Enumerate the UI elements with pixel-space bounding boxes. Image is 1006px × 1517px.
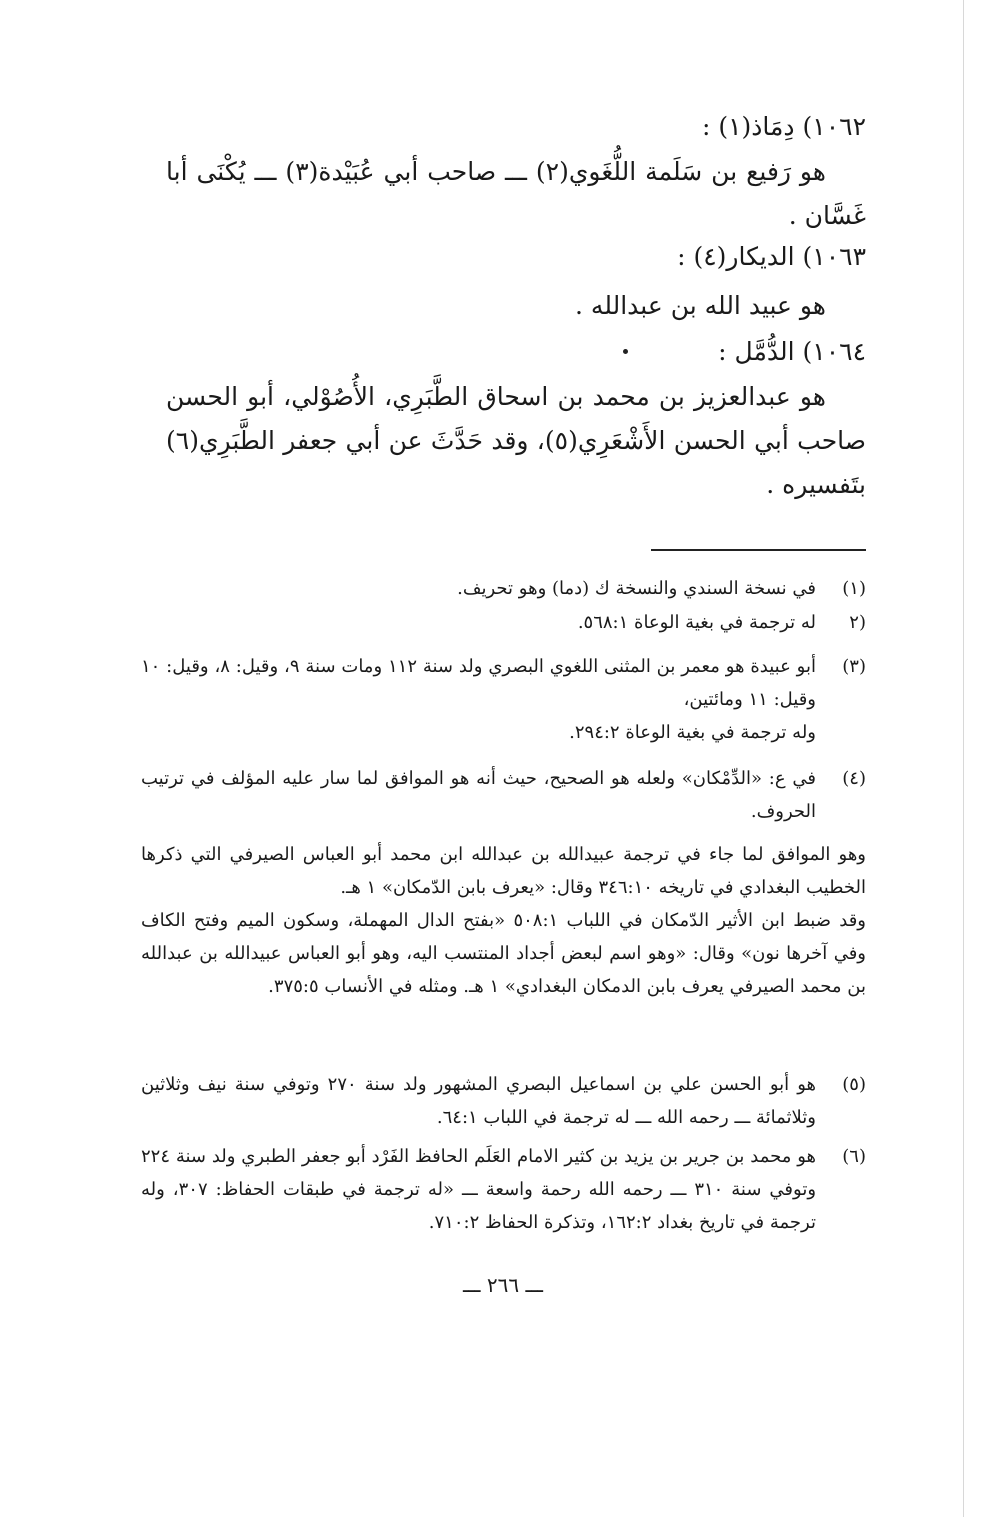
ink-dot	[623, 349, 628, 354]
footnote-number: (٣)	[842, 656, 866, 677]
footnote-number: (٢	[849, 612, 866, 633]
footnote-text: له ترجمة في بغية الوعاة ٥٦٨:١.	[577, 612, 816, 633]
footnote-text: في ع: «الدِّمْكان» ولعله هو الصحيح، حيث أنه هو الموافق لما سار عليه المؤلف في ترتيب الحروف.	[141, 768, 816, 822]
footnote-number: (٥)	[842, 1074, 866, 1095]
footnote-1	[141, 572, 866, 605]
entry-number: ١٠٦٤)	[802, 337, 866, 366]
entry-body-1063: هو عبيد الله بن عبدالله .	[575, 291, 826, 320]
footnote-text: هو محمد بن جرير بن يزيد بن كثير الامام العَلَم الحافظ الفَرْد أبو جعفر الطبري ولد سنة ٢٢٤ وتوفي سنة ٣١٠ ـــ رحمه الله رحمة واسعة ـــ «له ترجمة في طبقات الحفاظ: ٣٠٧، وله ترجمة في تاريخ بغداد ١٦٢:٢، وتذكرة الحفاظ ٧١٠:٢.	[141, 1146, 817, 1233]
footnote-6	[141, 1140, 866, 1239]
page-number: ـــ ٢٦٦ ـــ	[462, 1273, 544, 1297]
footnote-separator	[651, 549, 866, 551]
footnote-text: في نسخة السندي والنسخة ك (دما) وهو تحريف.	[457, 578, 816, 599]
footnote-number: (٦)	[842, 1146, 866, 1167]
footnote-text: أبو عبيدة هو معمر بن المثنى اللغوي البصري ولد سنة ١١٢ ومات سنة ٩، وقيل: ٨، وقيل: ١٠ وقيل: ١١ ومائتين،	[141, 656, 816, 710]
footnote-text: هو أبو الحسن علي بن اسماعيل البصري المشهور ولد سنة ٢٧٠ وتوفي سنة نيف وثلاثين وثلاثمائة ـــ رحمه الله ـــ له ترجمة في اللباب ٦٤:١.	[141, 1074, 816, 1128]
entry-title: الدُّمَّل :	[718, 337, 795, 366]
footnote-number: (٤)	[842, 768, 866, 789]
footnote-5	[141, 1068, 866, 1134]
footnote-continuation-1: وهو الموافق لما جاء في ترجمة عبيدالله بن عبدالله ابن محمد أبو العباس الصيرفي التي ذكرها الخطيب البغدادي في تاريخه ٣٤٦:١٠ وقال: «يعرف بابن الدّمكان» ١ هـ.	[141, 844, 866, 898]
footnote-3	[141, 650, 866, 749]
footnote-4	[141, 762, 866, 828]
entry-heading-1062	[702, 110, 866, 144]
footnote-continuation-2: وقد ضبط ابن الأثير الدّمكان في اللباب ٥٠٨:١ «بفتح الدال المهملة، وسكون الميم وفتح الكاف وفي آخرها نون» وقال: «وهو اسم لبعض أجداد المنتسب اليه، وهو أبو العباس عبيدالله بن عبدالله بن محمد الصيرفي يعرف بابن الدمكان البغدادي» ١ هـ. ومثله في الأنساب ٣٧٥:٥.	[141, 910, 866, 997]
entry-title: دِمَاذ(١) :	[701, 112, 795, 141]
footnote-2	[141, 606, 866, 639]
footnote-text-line: وله ترجمة في بغية الوعاة ٢٩٤:٢.	[569, 722, 816, 743]
entry-body-1064: هو عبدالعزيز بن محمد بن اسحاق الطَّبَرِي، الأُصُوْلي، أبو الحسن صاحب أبي الحسن الأَشْعَرِي(٥)، وقد حَدَّثَ عن أبي جعفر الطَّبَرِي(٦) بتَفسيره .	[166, 382, 866, 499]
entry-number: ١٠٦٢)	[802, 112, 866, 141]
entry-number: ١٠٦٣)	[802, 242, 866, 271]
entry-heading-1064	[718, 335, 866, 369]
entry-title: الديكار(٤) :	[677, 242, 795, 271]
entry-heading-1063	[677, 240, 866, 274]
footnote-number: (١)	[842, 578, 866, 599]
entry-body-1062: هو رَفيع بن سَلَمة اللُّغَوي(٢) ـــ صاحب أبي عُبَيْدة(٣) ـــ يُكْنَى أبا غَسَّان .	[166, 157, 866, 230]
